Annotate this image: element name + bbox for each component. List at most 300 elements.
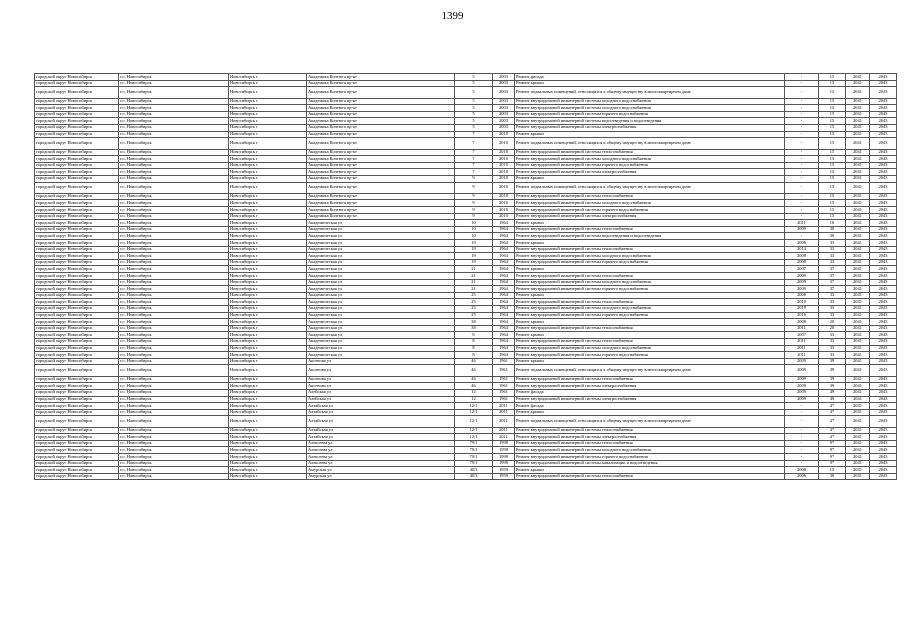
year-built-cell: 1964 (493, 325, 515, 332)
wear-cell: 9* (819, 447, 846, 454)
last-repair-cell: - (785, 149, 819, 156)
last-repair-cell: - (785, 124, 819, 131)
house-cell: 5 (455, 111, 493, 118)
plan-to-cell: 2043 (870, 365, 897, 376)
plan-to-cell: 2043 (870, 98, 897, 105)
work-type-cell: Ремонт внутридомовой инженерной системы теплоснабжения (515, 149, 785, 156)
house-cell: 12 (455, 389, 493, 396)
work-type-cell: Ремонт внутридомовой инженерной системы электроснабжения (515, 434, 785, 441)
settlement-cell: г.о. Новосибирск (119, 434, 229, 441)
year-built-cell: 1964 (493, 220, 515, 227)
plan-to-cell: 2043 (870, 131, 897, 138)
settlement-cell: г.о. Новосибирск (119, 467, 229, 474)
year-built-cell: 1964 (493, 345, 515, 352)
city-cell: Новосибирск г (229, 376, 307, 383)
municipality-cell: городской округ Новосибирск (35, 193, 119, 200)
table-row (35, 447, 897, 454)
year-built-cell: 1998 (493, 447, 515, 454)
municipality-cell: городской округ Новосибирск (35, 220, 119, 227)
municipality-cell: городской округ Новосибирск (35, 98, 119, 105)
city-cell: Новосибирск г (229, 338, 307, 345)
house-cell: 46 (455, 376, 493, 383)
table-row (35, 352, 897, 359)
plan-from-cell: 2041 (846, 440, 870, 447)
year-built-cell: 2010 (493, 213, 515, 220)
table-row (35, 207, 897, 214)
last-repair-cell: - (785, 138, 819, 149)
year-built-cell: 1964 (493, 292, 515, 299)
plan-from-cell: 2041 (846, 273, 870, 280)
plan-from-cell: 2041 (846, 80, 870, 87)
last-repair-cell: 2011 (785, 325, 819, 332)
street-cell: Алтайская ул (307, 403, 455, 410)
settlement-cell: г.о. Новосибирск (119, 332, 229, 339)
municipality-cell: городской округ Новосибирск (35, 312, 119, 319)
house-cell: 25 (455, 312, 493, 319)
city-cell: Новосибирск г (229, 305, 307, 312)
plan-to-cell: 2043 (870, 312, 897, 319)
table-row (35, 396, 897, 403)
settlement-cell: г.о. Новосибирск (119, 149, 229, 156)
settlement-cell: г.о. Новосибирск (119, 213, 229, 220)
work-type-cell: Ремонт фасада (515, 403, 785, 410)
street-cell: Амурская ул (307, 467, 455, 474)
settlement-cell: г.о. Новосибирск (119, 118, 229, 125)
table-row (35, 292, 897, 299)
plan-from-cell: 2041 (846, 305, 870, 312)
last-repair-cell: - (785, 427, 819, 434)
plan-from-cell: 2041 (846, 352, 870, 359)
plan-to-cell: 2043 (870, 383, 897, 390)
city-cell: Новосибирск г (229, 246, 307, 253)
wear-cell: 37 (819, 279, 846, 286)
street-cell: Алтайская ул (307, 416, 455, 427)
work-type-cell: Ремонт подвальных помещений, относящихся к общему имуществу в многоквартирном доме (515, 182, 785, 193)
wear-cell: 15 (819, 74, 846, 81)
plan-from-cell: 2041 (846, 111, 870, 118)
plan-to-cell: 2043 (870, 207, 897, 214)
street-cell: Алтайская ул (307, 434, 455, 441)
settlement-cell: г.о. Новосибирск (119, 338, 229, 345)
city-cell: Новосибирск г (229, 266, 307, 273)
last-repair-cell: 2019 (785, 305, 819, 312)
house-cell: 79/1 (455, 440, 493, 447)
wear-cell: 15 (819, 87, 846, 98)
last-repair-cell: 2010 (785, 299, 819, 306)
city-cell: Новосибирск г (229, 74, 307, 81)
street-cell: Академика Коптюга пр-кт (307, 111, 455, 118)
municipality-cell: городской округ Новосибирск (35, 332, 119, 339)
settlement-cell: г.о. Новосибирск (119, 352, 229, 359)
work-type-cell: Ремонт внутридомовой инженерной системы теплоснабжения (515, 440, 785, 447)
plan-from-cell: 2041 (846, 156, 870, 163)
plan-from-cell: 2041 (846, 240, 870, 247)
work-type-cell: Ремонт внутридомовой инженерной системы горячего водоснабжения (515, 259, 785, 266)
work-type-cell: Ремонт внутридомовой инженерной системы электроснабжения (515, 383, 785, 390)
plan-from-cell: 2041 (846, 376, 870, 383)
last-repair-cell: - (785, 169, 819, 176)
work-type-cell: Ремонт внутридомовой инженерной системы теплоснабжения (515, 473, 785, 480)
plan-from-cell: 2041 (846, 182, 870, 193)
last-repair-cell: - (785, 105, 819, 112)
street-cell: Академическая ул (307, 286, 455, 293)
municipality-cell: городской округ Новосибирск (35, 440, 119, 447)
table-row (35, 266, 897, 273)
city-cell: Новосибирск г (229, 416, 307, 427)
municipality-cell: городской округ Новосибирск (35, 383, 119, 390)
work-type-cell: Ремонт внутридомовой инженерной системы теплоснабжения (515, 273, 785, 280)
municipality-cell: городской округ Новосибирск (35, 273, 119, 280)
work-type-cell: Ремонт внутридомовой инженерной системы горячего водоснабжения (515, 207, 785, 214)
city-cell: Новосибирск г (229, 169, 307, 176)
street-cell: Алтайская ул (307, 427, 455, 434)
table-row (35, 74, 897, 81)
street-cell: Академика Коптюга пр-кт (307, 105, 455, 112)
municipality-cell: городской округ Новосибирск (35, 118, 119, 125)
city-cell: Новосибирск г (229, 292, 307, 299)
wear-cell: 33 (819, 352, 846, 359)
table-row (35, 162, 897, 169)
year-built-cell: 1961 (493, 383, 515, 390)
municipality-cell: городской округ Новосибирск (35, 365, 119, 376)
last-repair-cell: 2009 (785, 279, 819, 286)
municipality-cell: городской округ Новосибирск (35, 169, 119, 176)
city-cell: Новосибирск г (229, 409, 307, 416)
street-cell: Академическая ул (307, 220, 455, 227)
plan-from-cell: 2041 (846, 312, 870, 319)
page-number: 1399 (441, 10, 464, 22)
street-cell: Академика Коптюга пр-кт (307, 193, 455, 200)
year-built-cell: 1964 (493, 253, 515, 260)
work-type-cell: Ремонт крыши (515, 80, 785, 87)
settlement-cell: г.о. Новосибирск (119, 376, 229, 383)
work-type-cell: Ремонт внутридомовой инженерной системы холодного водоснабжения (515, 345, 785, 352)
settlement-cell: г.о. Новосибирск (119, 138, 229, 149)
table-row (35, 332, 897, 339)
wear-cell: 15 (819, 105, 846, 112)
last-repair-cell: - (785, 460, 819, 467)
plan-from-cell: 2041 (846, 259, 870, 266)
municipality-cell: городской округ Новосибирск (35, 74, 119, 81)
municipality-cell: городской округ Новосибирск (35, 175, 119, 182)
wear-cell: 4* (819, 409, 846, 416)
settlement-cell: г.о. Новосибирск (119, 207, 229, 214)
street-cell: Аксенова ул (307, 376, 455, 383)
municipality-cell: городской округ Новосибирск (35, 240, 119, 247)
municipality-cell: городской округ Новосибирск (35, 389, 119, 396)
wear-cell: 15 (819, 149, 846, 156)
last-repair-cell: - (785, 434, 819, 441)
table-row (35, 338, 897, 345)
wear-cell: 33 (819, 332, 846, 339)
plan-to-cell: 2043 (870, 80, 897, 87)
house-cell: 9 (455, 213, 493, 220)
work-type-cell: Ремонт крыши (515, 409, 785, 416)
year-built-cell: 1961 (493, 365, 515, 376)
year-built-cell: 1964 (493, 279, 515, 286)
house-cell: 21 (455, 286, 493, 293)
plan-from-cell: 2041 (846, 345, 870, 352)
plan-from-cell: 2041 (846, 118, 870, 125)
street-cell: Академика Коптюга пр-кт (307, 124, 455, 131)
plan-from-cell: 2041 (846, 332, 870, 339)
work-type-cell: Ремонт внутридомовой инженерной системы холодного водоснабжения (515, 253, 785, 260)
plan-from-cell: 2041 (846, 396, 870, 403)
settlement-cell: г.о. Новосибирск (119, 292, 229, 299)
plan-to-cell: 2043 (870, 396, 897, 403)
work-type-cell: Ремонт крыши (515, 240, 785, 247)
plan-from-cell: 2041 (846, 149, 870, 156)
wear-cell: 33 (819, 246, 846, 253)
wear-cell: 15 (819, 124, 846, 131)
house-cell: 21 (455, 279, 493, 286)
plan-from-cell: 2041 (846, 409, 870, 416)
municipality-cell: городской округ Новосибирск (35, 279, 119, 286)
plan-to-cell: 2043 (870, 138, 897, 149)
last-repair-cell: 2016 (785, 312, 819, 319)
plan-from-cell: 2041 (846, 98, 870, 105)
plan-from-cell: 2041 (846, 226, 870, 233)
table-row (35, 279, 897, 286)
house-cell: 79/1 (455, 447, 493, 454)
plan-from-cell: 2041 (846, 403, 870, 410)
municipality-cell: городской округ Новосибирск (35, 105, 119, 112)
plan-to-cell: 2043 (870, 440, 897, 447)
work-type-cell: Ремонт внутридомовой инженерной системы холодного водоснабжения (515, 447, 785, 454)
table-row (35, 427, 897, 434)
wear-cell: 49 (819, 389, 846, 396)
table-row (35, 246, 897, 253)
street-cell: Алейская ул (307, 389, 455, 396)
work-type-cell: Ремонт внутридомовой инженерной системы теплоснабжения (515, 427, 785, 434)
street-cell: Академика Коптюга пр-кт (307, 182, 455, 193)
last-repair-cell: - (785, 193, 819, 200)
street-cell: Академика Коптюга пр-кт (307, 98, 455, 105)
table-row (35, 454, 897, 461)
wear-cell: 15 (819, 200, 846, 207)
wear-cell: 33 (819, 259, 846, 266)
plan-to-cell: 2043 (870, 87, 897, 98)
plan-to-cell: 2043 (870, 169, 897, 176)
house-cell: 12/1 (455, 416, 493, 427)
street-cell: Академика Коптюга пр-кт (307, 169, 455, 176)
wear-cell: 37 (819, 286, 846, 293)
last-repair-cell: - (785, 87, 819, 98)
municipality-cell: городской округ Новосибирск (35, 416, 119, 427)
last-repair-cell: - (785, 409, 819, 416)
wear-cell: 33 (819, 240, 846, 247)
street-cell: Академика Коптюга пр-кт (307, 162, 455, 169)
wear-cell: 30 (819, 233, 846, 240)
plan-to-cell: 2043 (870, 305, 897, 312)
house-cell: 7 (455, 169, 493, 176)
work-type-cell: Ремонт внутридомовой инженерной системы электроснабжения (515, 124, 785, 131)
plan-to-cell: 2043 (870, 319, 897, 326)
house-cell: 8 (455, 338, 493, 345)
last-repair-cell: 2011 (785, 220, 819, 227)
city-cell: Новосибирск г (229, 240, 307, 247)
settlement-cell: г.о. Новосибирск (119, 409, 229, 416)
wear-cell: 15 (819, 162, 846, 169)
table-row (35, 259, 897, 266)
city-cell: Новосибирск г (229, 447, 307, 454)
street-cell: Академика Коптюга пр-кт (307, 175, 455, 182)
wear-cell: 37 (819, 273, 846, 280)
plan-from-cell: 2041 (846, 454, 870, 461)
city-cell: Новосибирск г (229, 253, 307, 260)
street-cell: Алексеева ул (307, 447, 455, 454)
year-built-cell: 1959 (493, 473, 515, 480)
plan-to-cell: 2043 (870, 193, 897, 200)
work-type-cell: Ремонт подвальных помещений, относящихся к общему имуществу в многоквартирном доме (515, 416, 785, 427)
last-repair-cell: 2007 (785, 266, 819, 273)
municipality-cell: городской округ Новосибирск (35, 409, 119, 416)
plan-from-cell: 2041 (846, 338, 870, 345)
municipality-cell: городской округ Новосибирск (35, 80, 119, 87)
house-cell: 7 (455, 162, 493, 169)
wear-cell: 33 (819, 253, 846, 260)
last-repair-cell: 2008 (785, 253, 819, 260)
plan-from-cell: 2041 (846, 358, 870, 365)
street-cell: Академическая ул (307, 292, 455, 299)
year-built-cell: 2010 (493, 162, 515, 169)
municipality-cell: городской округ Новосибирск (35, 213, 119, 220)
last-repair-cell: 2008 (785, 292, 819, 299)
plan-from-cell: 2041 (846, 138, 870, 149)
plan-to-cell: 2043 (870, 409, 897, 416)
house-cell: 10 (455, 233, 493, 240)
year-built-cell: 2003 (493, 118, 515, 125)
wear-cell: 15 (819, 169, 846, 176)
house-cell: 46 (455, 383, 493, 390)
municipality-cell: городской округ Новосибирск (35, 124, 119, 131)
plan-to-cell: 2043 (870, 182, 897, 193)
settlement-cell: г.о. Новосибирск (119, 403, 229, 410)
settlement-cell: г.о. Новосибирск (119, 389, 229, 396)
settlement-cell: г.о. Новосибирск (119, 345, 229, 352)
table-row (35, 409, 897, 416)
city-cell: Новосибирск г (229, 440, 307, 447)
city-cell: Новосибирск г (229, 352, 307, 359)
house-cell: 19 (455, 259, 493, 266)
municipality-cell: городской округ Новосибирск (35, 376, 119, 383)
city-cell: Новосибирск г (229, 365, 307, 376)
year-built-cell: 2010 (493, 149, 515, 156)
house-cell: 5 (455, 87, 493, 98)
house-cell: 21 (455, 266, 493, 273)
plan-from-cell: 2041 (846, 416, 870, 427)
year-built-cell: 1964 (493, 233, 515, 240)
table-row (35, 416, 897, 427)
work-type-cell: Ремонт фасада (515, 74, 785, 81)
municipality-cell: городской округ Новосибирск (35, 403, 119, 410)
year-built-cell: 2010 (493, 156, 515, 163)
table-row (35, 473, 897, 480)
last-repair-cell: 2011 (785, 352, 819, 359)
wear-cell: 15 (819, 207, 846, 214)
work-type-cell: Ремонт внутридомовой инженерной системы холодного водоснабжения (515, 279, 785, 286)
house-cell: 21 (455, 273, 493, 280)
plan-from-cell: 2041 (846, 246, 870, 253)
year-built-cell: 1964 (493, 299, 515, 306)
street-cell: Академика Коптюга пр-кт (307, 213, 455, 220)
settlement-cell: г.о. Новосибирск (119, 325, 229, 332)
table-row (35, 175, 897, 182)
wear-cell: 15 (819, 182, 846, 193)
city-cell: Новосибирск г (229, 149, 307, 156)
street-cell: Академическая ул (307, 312, 455, 319)
settlement-cell: г.о. Новосибирск (119, 200, 229, 207)
year-built-cell: 2003 (493, 98, 515, 105)
plan-to-cell: 2043 (870, 447, 897, 454)
year-built-cell: 1961 (493, 376, 515, 383)
settlement-cell: г.о. Новосибирск (119, 447, 229, 454)
last-repair-cell: - (785, 447, 819, 454)
last-repair-cell: 2009 (785, 358, 819, 365)
wear-cell: 33 (819, 299, 846, 306)
last-repair-cell: - (785, 403, 819, 410)
work-type-cell: Ремонт крыши (515, 358, 785, 365)
wear-cell: 20 (819, 319, 846, 326)
table-row (35, 149, 897, 156)
plan-to-cell: 2043 (870, 332, 897, 339)
plan-to-cell: 2043 (870, 111, 897, 118)
last-repair-cell: - (785, 416, 819, 427)
table-row (35, 80, 897, 87)
street-cell: Академическая ул (307, 226, 455, 233)
plan-to-cell: 2043 (870, 105, 897, 112)
street-cell: Алексеева ул (307, 440, 455, 447)
last-repair-cell: 2009 (785, 396, 819, 403)
table-row (35, 467, 897, 474)
plan-from-cell: 2041 (846, 383, 870, 390)
plan-from-cell: 2041 (846, 253, 870, 260)
city-cell: Новосибирск г (229, 80, 307, 87)
settlement-cell: г.о. Новосибирск (119, 286, 229, 293)
wear-cell: 39 (819, 365, 846, 376)
city-cell: Новосибирск г (229, 220, 307, 227)
work-type-cell: Ремонт внутридомовой инженерной системы теплоснабжения (515, 338, 785, 345)
city-cell: Новосибирск г (229, 396, 307, 403)
last-repair-cell: - (785, 131, 819, 138)
settlement-cell: г.о. Новосибирск (119, 105, 229, 112)
municipality-cell: городской округ Новосибирск (35, 325, 119, 332)
municipality-cell: городской округ Новосибирск (35, 473, 119, 480)
table-row (35, 131, 897, 138)
settlement-cell: г.о. Новосибирск (119, 87, 229, 98)
plan-from-cell: 2041 (846, 74, 870, 81)
year-built-cell: 2010 (493, 193, 515, 200)
year-built-cell: 1964 (493, 312, 515, 319)
plan-from-cell: 2041 (846, 286, 870, 293)
house-cell: 12 (455, 396, 493, 403)
last-repair-cell: - (785, 156, 819, 163)
street-cell: Академика Коптюга пр-кт (307, 87, 455, 98)
street-cell: Академика Коптюга пр-кт (307, 138, 455, 149)
year-built-cell: 2011 (493, 434, 515, 441)
settlement-cell: г.о. Новосибирск (119, 440, 229, 447)
work-type-cell: Ремонт внутридомовой инженерной системы теплоснабжения (515, 325, 785, 332)
year-built-cell: 1964 (493, 246, 515, 253)
plan-to-cell: 2043 (870, 279, 897, 286)
house-cell: 9 (455, 207, 493, 214)
plan-from-cell: 2041 (846, 169, 870, 176)
last-repair-cell: - (785, 200, 819, 207)
house-cell: 25 (455, 299, 493, 306)
house-cell: 25 (455, 305, 493, 312)
settlement-cell: г.о. Новосибирск (119, 193, 229, 200)
city-cell: Новосибирск г (229, 434, 307, 441)
